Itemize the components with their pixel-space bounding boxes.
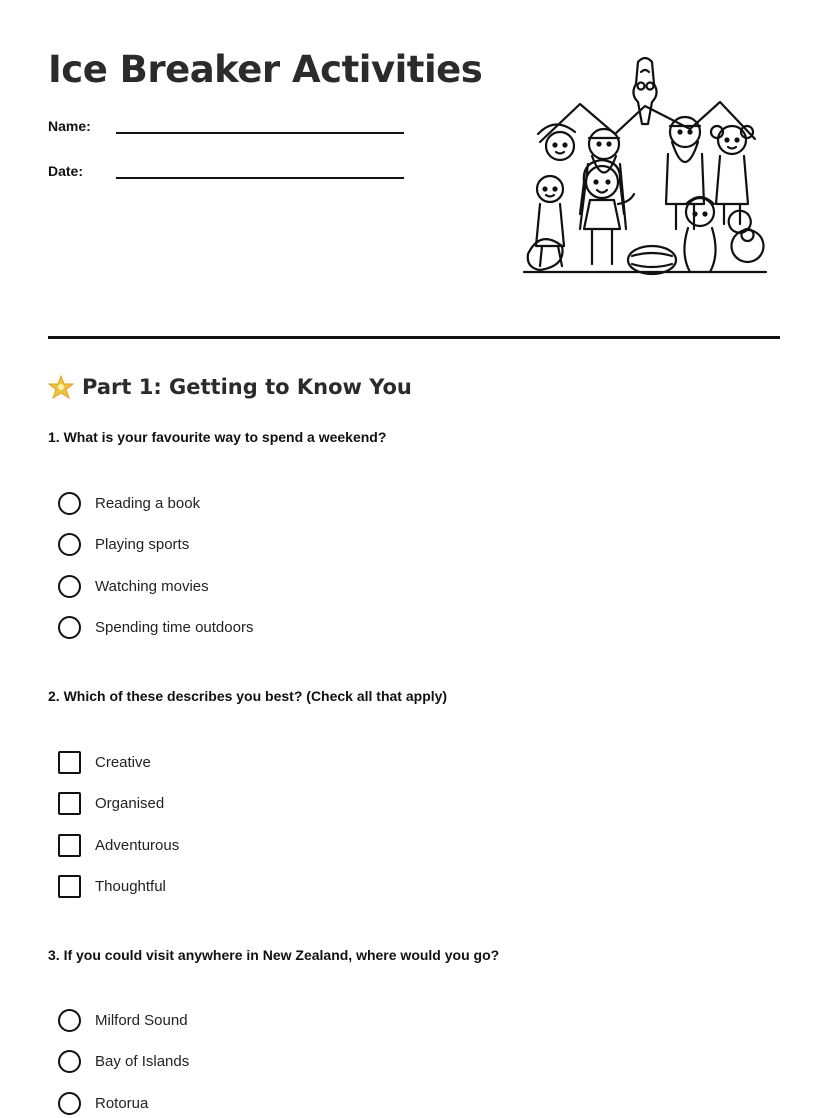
option-milford-sound[interactable] [58, 1008, 188, 1032]
date-input-line[interactable] [116, 177, 404, 179]
option-rotorua[interactable] [58, 1091, 148, 1115]
name-label: Name: [48, 118, 91, 134]
star-icon [48, 374, 74, 400]
option-label: Adventurous [95, 836, 180, 854]
radio-button[interactable] [58, 533, 81, 556]
checkbox[interactable] [58, 751, 81, 774]
checkbox[interactable] [58, 834, 81, 857]
option-organised[interactable] [58, 791, 164, 815]
radio-button[interactable] [58, 616, 81, 639]
question-3: 3. If you could visit anywhere in New Zealand, where would you go? [48, 947, 500, 963]
section-heading-text: Part 1: Getting to Know You [82, 375, 412, 399]
name-input-line[interactable] [116, 132, 404, 134]
option-label: Thoughtful [95, 877, 166, 895]
option-bay-of-islands[interactable] [58, 1049, 189, 1073]
radio-button[interactable] [58, 492, 81, 515]
option-spending-time-outdoors[interactable] [58, 615, 253, 639]
option-playing-sports[interactable] [58, 532, 189, 556]
radio-button[interactable] [58, 1050, 81, 1073]
question-1: 1. What is your favourite way to spend a weekend? [48, 429, 387, 445]
children-group-illustration [520, 54, 770, 282]
option-thoughtful[interactable] [58, 874, 166, 898]
option-watching-movies[interactable] [58, 574, 209, 598]
name-field[interactable] [48, 118, 408, 142]
question-2: 2. Which of these describes you best? (Check all that apply) [48, 688, 448, 704]
option-label: Rotorua [95, 1094, 149, 1112]
option-label: Organised [95, 794, 165, 812]
option-label: Watching movies [95, 577, 209, 595]
option-adventurous[interactable] [58, 833, 179, 857]
checkbox[interactable] [58, 875, 81, 898]
page-title: Ice Breaker Activities [48, 48, 483, 91]
option-label: Bay of Islands [95, 1052, 190, 1070]
option-reading-a-book[interactable] [58, 491, 200, 515]
radio-button[interactable] [58, 1009, 81, 1032]
section-divider [48, 336, 780, 339]
option-label: Playing sports [95, 535, 190, 553]
radio-button[interactable] [58, 575, 81, 598]
option-creative[interactable] [58, 750, 151, 774]
radio-button[interactable] [58, 1092, 81, 1115]
checkbox[interactable] [58, 792, 81, 815]
date-field[interactable] [48, 163, 408, 187]
option-label: Milford Sound [95, 1011, 188, 1029]
date-label: Date: [48, 163, 84, 179]
section-heading-part-1 [48, 374, 412, 400]
option-label: Reading a book [95, 494, 201, 512]
option-label: Creative [95, 753, 151, 771]
option-label: Spending time outdoors [95, 618, 254, 636]
